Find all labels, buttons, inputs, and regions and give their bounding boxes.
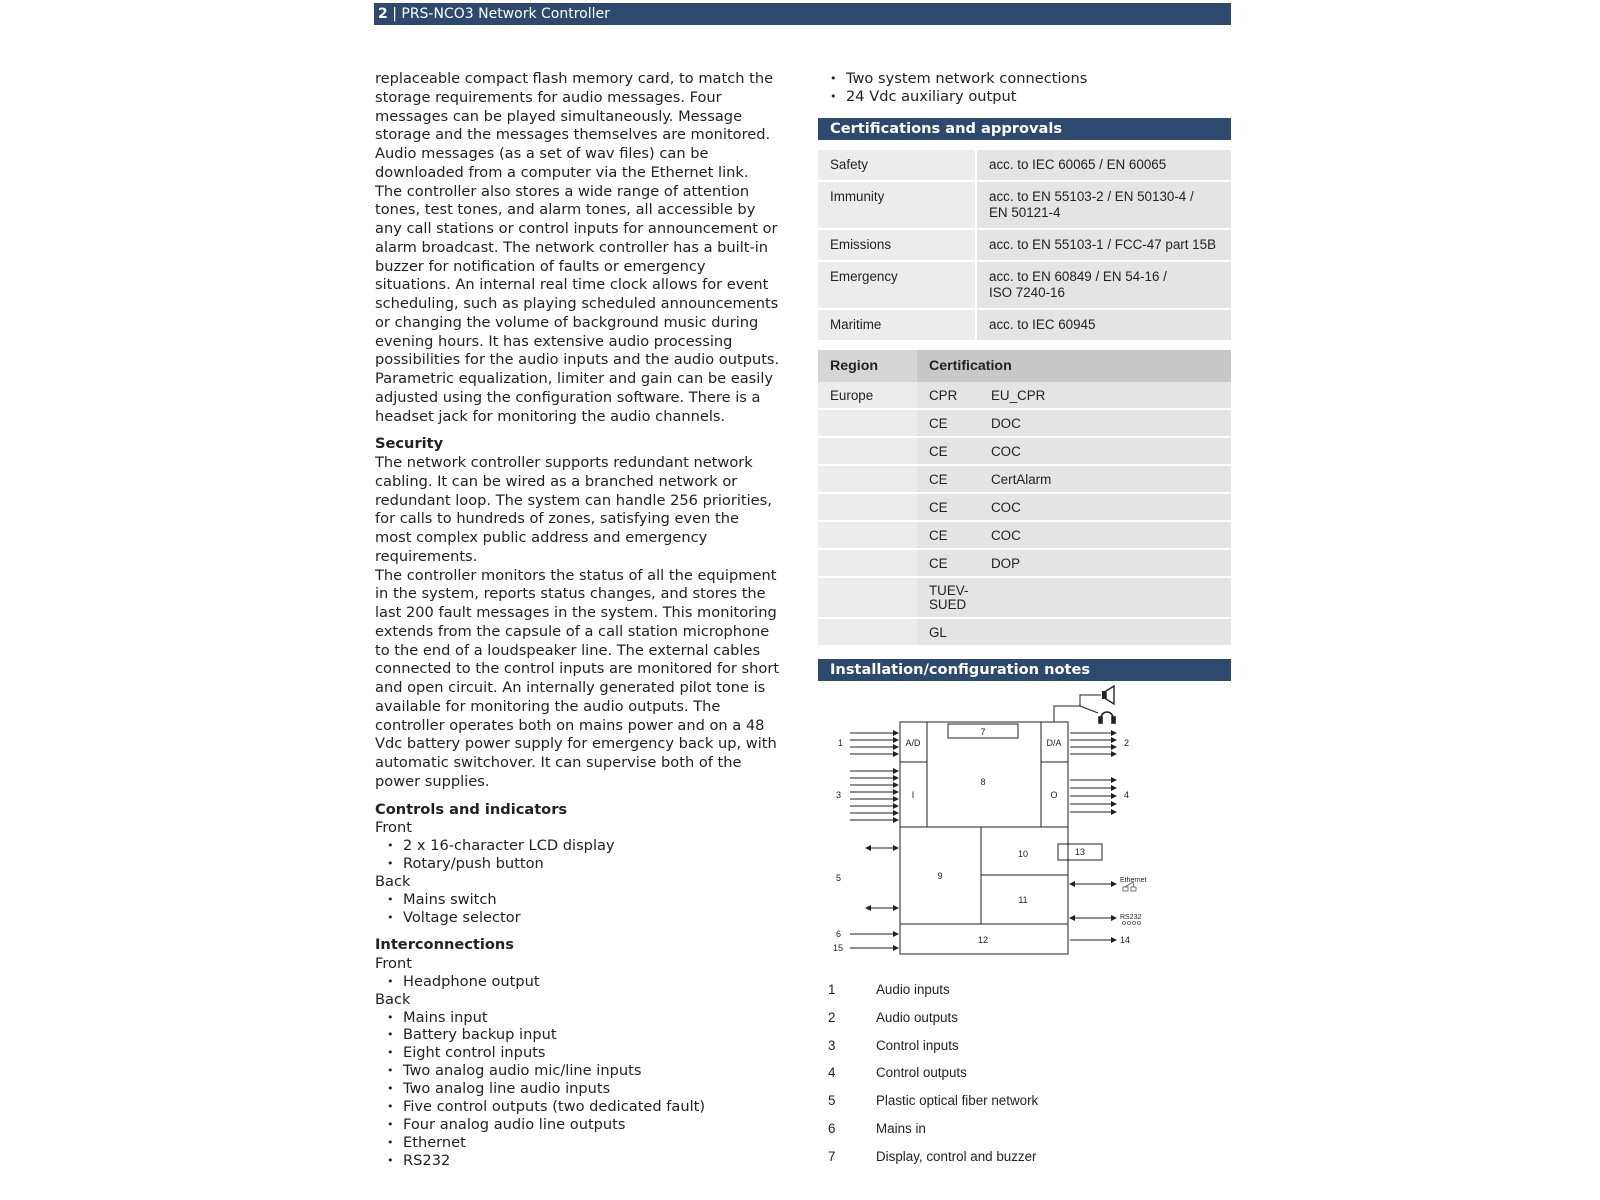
body-cell: [917, 437, 979, 465]
rs232-icon: [1123, 922, 1141, 925]
region-cell: [818, 437, 917, 465]
table-row: [818, 150, 1231, 181]
table-row: [818, 577, 1231, 618]
da-label: D/A: [1046, 738, 1062, 748]
installation-heading: Installation/configuration notes: [818, 659, 1231, 681]
region-cell: [818, 618, 917, 646]
legend-number: 2: [828, 1009, 836, 1025]
body-line: CE: [929, 555, 948, 571]
interconnections-front-list: [375, 973, 780, 991]
region-cell: [818, 409, 917, 437]
body-cell: [917, 549, 979, 577]
cert-value: [976, 181, 1231, 229]
controls-back-label: Back: [375, 873, 411, 891]
interconnections-front-label: Front: [375, 954, 412, 972]
interconnections-heading: Interconnections: [375, 935, 514, 953]
security-paragraph-2: The controller monitors the status of all the equipment in the system, reports status changes, and stores the last 200 fault messages in the system. This monitoring extends from the capsule of a call station microphone to the end of a loudspeaker line. The external cables connected to the control inputs are monitored for short and open circuit. An internally generated pilot tone is available for monitoring the audio outputs. The controller operates both on mains power and on a 48 Vdc battery power supply for emergency back up, with automatic switchover. It can supervise both of the power supplies.: [375, 566, 780, 790]
controls-front-list: [375, 837, 780, 873]
list-item: • Voltage selector: [375, 909, 780, 927]
intro-paragraph: replaceable compact flash memory card, to match the storage requirements for audio messages. Four messages can be played simultaneously. Message storage and the messages themselves are monitored. Audio messages (as a set of wav files) can be downloaded from a computer via the Ethernet link.: [375, 70, 774, 181]
legend-number: 1: [828, 982, 836, 997]
security-section: [375, 435, 780, 791]
security-heading: Security: [375, 435, 444, 453]
body-line: CE: [929, 499, 948, 515]
cert-cell: COC: [979, 493, 1231, 521]
rs232-label: RS232: [1120, 914, 1142, 921]
page-header: [374, 3, 1231, 25]
body-line: CE: [929, 415, 948, 431]
legend-text: Audio inputs: [876, 982, 950, 997]
table-row: [818, 261, 1231, 309]
table-row: [818, 382, 1231, 409]
certification-column-header: Certification: [917, 350, 1231, 382]
table-row: [818, 521, 1231, 549]
legend-number: 5: [828, 1093, 836, 1109]
body-line: CPR: [929, 387, 958, 403]
interconnections-section: [375, 936, 780, 1170]
list-item: • Two analog line audio inputs: [375, 1080, 780, 1098]
page-number: 2: [378, 6, 388, 22]
page-header-title: | PRS-NCO3 Network Controller: [392, 6, 610, 22]
region-table: [818, 350, 1231, 647]
cert-value-line: acc. to IEC 60945: [989, 316, 1096, 332]
label-6: 6: [836, 929, 842, 939]
legend-text: Mains in: [876, 1120, 926, 1136]
cert-value: [976, 261, 1231, 309]
cert-cell: COC: [979, 521, 1231, 549]
controls-heading: Controls and indicators: [375, 800, 568, 818]
table-row: [818, 549, 1231, 577]
list-item: • Two analog audio mic/line inputs: [375, 1062, 780, 1080]
legend-text: Control outputs: [876, 1065, 967, 1081]
cert-cell: DOC: [979, 409, 1231, 437]
intro-paragraph-2: The controller also stores a wide range of attention tones, test tones, and alarm tones, all accessible by any call stations or control inputs for announcement or alarm broadcast. The network controller has a built-in buzzer for notification of faults or emergency situations. An internal real time clock allows for event scheduling, such as playing scheduled announcements or changing the volume of background music during evening hours. It has extensive audio processing possibilities for the audio inputs and the audio outputs. Parametric equalization, limiter and gain can be easily adjusted using the configuration software. There is a headset jack for monitoring the audio channels.: [375, 182, 780, 425]
certifications-table: [818, 150, 1231, 342]
cert-label: Maritime: [818, 309, 976, 341]
body-cell: [917, 493, 979, 521]
legend-number: 7: [828, 1148, 836, 1164]
label-5: 5: [836, 873, 842, 883]
list-item: • Ethernet: [375, 1134, 780, 1152]
controls-front-label: Front: [375, 819, 412, 837]
legend-number: 3: [828, 1037, 836, 1053]
block-7-label: 7: [980, 727, 986, 737]
list-item: • Four analog audio line outputs: [375, 1116, 780, 1134]
list-item: • 2 x 16-character LCD display: [375, 837, 780, 855]
block-13-label: 13: [1074, 847, 1086, 857]
top-bullets: [818, 70, 1231, 106]
table-row: [818, 493, 1231, 521]
i-label: I: [911, 790, 915, 800]
block-8-label: 8: [980, 777, 986, 787]
body-line: CE: [929, 527, 948, 543]
region-cell: [818, 493, 917, 521]
legend-text: Audio outputs: [876, 1009, 958, 1025]
ethernet-label: Ethernet: [1120, 877, 1147, 884]
block-9-label: 9: [937, 871, 943, 881]
list-item: • 24 Vdc auxiliary output: [818, 88, 1231, 106]
body-cell: [917, 465, 979, 493]
body-line: TUEV-: [929, 582, 969, 598]
block-12-label: 12: [977, 935, 989, 945]
left-column: [375, 70, 780, 1170]
body-cell: [917, 618, 979, 646]
security-paragraph-1: The network controller supports redundant network cabling. It can be wired as a branched network or redundant loop. The system can handle 256 priorities, for calls to hundreds of zones, satisfying even the most complex public address and emergency requirements.: [375, 454, 772, 565]
table-row: [818, 437, 1231, 465]
cert-value: [976, 229, 1231, 261]
body-line: SUED: [929, 596, 967, 612]
cert-value-line: EN 50121-4: [989, 204, 1061, 220]
o-label: O: [1050, 790, 1058, 800]
cert-value-line: ISO 7240-16: [989, 284, 1065, 300]
list-item: • Battery backup input: [375, 1026, 780, 1044]
cert-label: Emissions: [818, 229, 976, 261]
label-3: 3: [836, 790, 842, 800]
cert-value-line: acc. to EN 55103-2 / EN 50130-4 /: [989, 188, 1194, 204]
table-row: [818, 409, 1231, 437]
body-line: CE: [929, 471, 948, 487]
cert-cell: DOP: [979, 549, 1231, 577]
cert-value: [976, 309, 1231, 341]
controls-section: [375, 801, 780, 927]
interconnections-back-label: Back: [375, 990, 411, 1008]
cert-cell: COC: [979, 437, 1231, 465]
region-cell: [818, 577, 917, 618]
block-diagram: [818, 676, 1158, 966]
region-cell: [818, 465, 917, 493]
ad-label: A/D: [905, 738, 921, 748]
headphone-icon: [1099, 712, 1115, 723]
table-row: [818, 229, 1231, 261]
legend-text: Display, control and buzzer: [876, 1148, 1037, 1164]
table-header-row: [818, 350, 1231, 382]
cert-label: Immunity: [818, 181, 976, 229]
cert-value: [976, 150, 1231, 181]
cert-value-line: acc. to IEC 60065 / EN 60065: [989, 156, 1167, 172]
cert-value-line: acc. to EN 60849 / EN 54-16 /: [989, 268, 1167, 284]
list-item: • Five control outputs (two dedicated fault): [375, 1098, 780, 1116]
body-cell: [917, 521, 979, 549]
label-2: 2: [1124, 738, 1130, 748]
cert-cell: [979, 577, 1231, 618]
label-15: 15: [833, 943, 844, 953]
cert-cell: CertAlarm: [979, 465, 1231, 493]
block-10-label: 10: [1017, 849, 1029, 859]
body-cell: [917, 382, 979, 409]
legend-text: Control inputs: [876, 1037, 959, 1053]
cert-label: Safety: [818, 150, 976, 181]
cert-cell: [979, 618, 1231, 646]
speaker-icon: [1102, 686, 1114, 704]
body-cell: [917, 577, 979, 618]
certifications-heading: Certifications and approvals: [818, 118, 1231, 140]
cert-value-line: acc. to EN 55103-1 / FCC-47 part 15B: [989, 236, 1217, 252]
list-item: • Two system network connections: [818, 70, 1231, 88]
table-row: [818, 465, 1231, 493]
label-1: 1: [838, 738, 844, 748]
region-column-header: Region: [818, 350, 917, 382]
controls-back-list: [375, 891, 780, 927]
table-row: [818, 309, 1231, 341]
label-14: 14: [1120, 935, 1131, 945]
right-column: [818, 70, 1231, 681]
region-cell: [818, 521, 917, 549]
block-11-label: 11: [1018, 895, 1028, 905]
cert-label: Emergency: [818, 261, 976, 309]
body-line: GL: [929, 624, 947, 640]
cert-cell: EU_CPR: [979, 382, 1231, 409]
list-item: • Mains input: [375, 1009, 780, 1027]
table-row: [818, 181, 1231, 229]
legend-number: 6: [828, 1120, 836, 1136]
interconnections-back-list: [375, 1009, 780, 1170]
list-item: • Mains switch: [375, 891, 780, 909]
region-cell: [818, 549, 917, 577]
list-item: • Eight control inputs: [375, 1044, 780, 1062]
list-item: • Headphone output: [375, 973, 780, 991]
body-line: CE: [929, 443, 948, 459]
legend-text: Plastic optical fiber network: [876, 1093, 1039, 1109]
legend-number: 4: [828, 1065, 836, 1081]
label-4: 4: [1124, 790, 1130, 800]
body-cell: [917, 409, 979, 437]
list-item: • RS232: [375, 1152, 780, 1170]
table-row: [818, 618, 1231, 646]
list-item: • Rotary/push button: [375, 855, 780, 873]
region-cell: Europe: [818, 382, 917, 409]
